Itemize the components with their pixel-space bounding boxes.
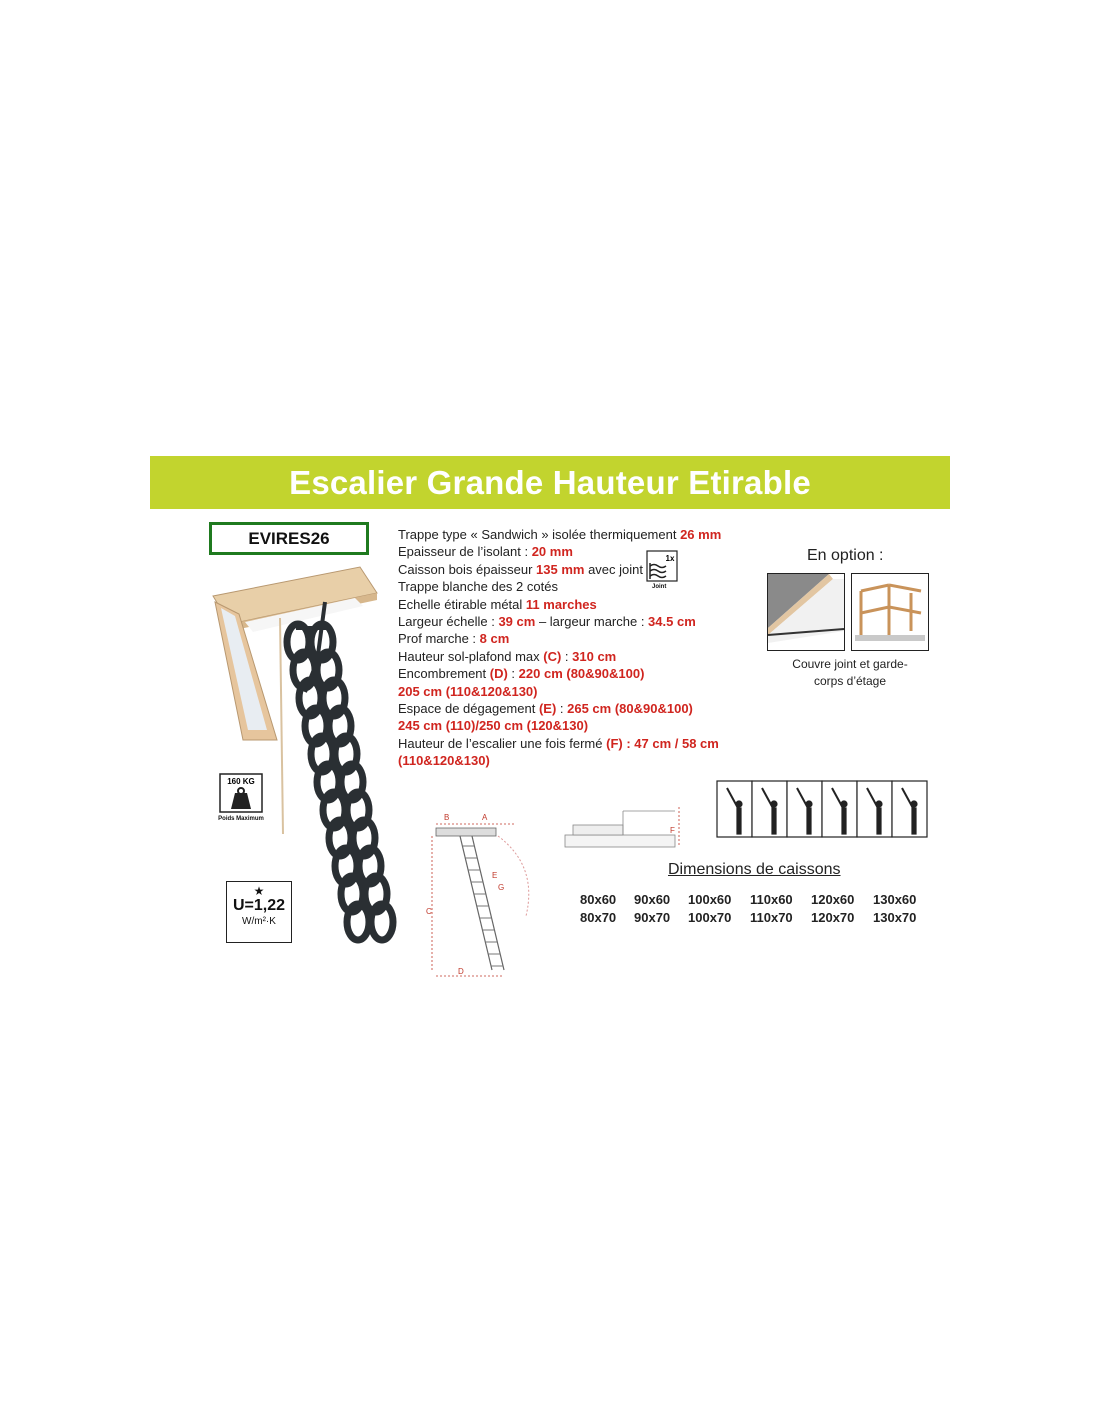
- title-banner: [150, 456, 950, 509]
- spec-text: avec joint: [584, 561, 643, 577]
- spec-line: [398, 613, 766, 630]
- label-g: G: [498, 883, 505, 892]
- dimension-cell: 110x70: [750, 910, 793, 925]
- scissor-ladder: [287, 624, 393, 940]
- weight-value: 160 KG: [227, 777, 255, 786]
- spec-line: [398, 561, 766, 578]
- spec-value: 20 mm: [531, 544, 573, 560]
- option-title: En option :: [807, 547, 884, 564]
- spec-list: [398, 526, 766, 770]
- spec-line: [398, 648, 766, 665]
- person-body: [877, 808, 881, 834]
- option-caption: Couvre joint et garde-corps d’étage: [792, 657, 908, 688]
- spec-text: Hauteur sol-plafond max: [398, 648, 544, 664]
- person-body: [737, 808, 741, 834]
- spec-text: Prof marche :: [398, 631, 480, 647]
- usage-pictograms: [716, 780, 928, 838]
- label-a: A: [482, 813, 488, 822]
- spec-line: [398, 526, 766, 543]
- spec-text: :: [507, 666, 519, 682]
- guardrail-image: [851, 573, 929, 651]
- spec-line: [398, 578, 766, 595]
- label-e: E: [492, 871, 498, 880]
- spec-text: Echelle étirable métal: [398, 596, 526, 612]
- spec-text: :: [561, 648, 573, 664]
- spec-text: :: [556, 701, 568, 717]
- dimension-cell: 90x70: [634, 910, 671, 925]
- dimension-cell: 130x60: [873, 892, 917, 907]
- label-c: C: [426, 907, 432, 916]
- dimension-cell: 80x60: [580, 892, 617, 907]
- dimension-cell: 80x70: [580, 910, 617, 925]
- spec-line: [398, 752, 766, 769]
- person-body: [842, 808, 846, 834]
- spec-line: [398, 665, 766, 682]
- spec-value: 34.5 cm: [648, 614, 696, 630]
- person-body: [772, 808, 776, 834]
- dimension-cell: 100x60: [688, 892, 732, 907]
- joint-label: Joint: [652, 584, 667, 590]
- spec-value: 245 cm (110)/250 cm (120&130): [398, 718, 589, 734]
- dimension-cell: 130x70: [873, 910, 917, 925]
- spec-value: 205 cm (110&120&130): [398, 683, 538, 699]
- joint-icon: [646, 550, 678, 582]
- spec-text: Trappe blanche des 2 cotés: [398, 579, 558, 595]
- label-d: D: [458, 967, 464, 976]
- spec-value: 135 mm: [536, 561, 585, 577]
- person-body: [912, 808, 916, 834]
- page-title: Escalier Grande Hauteur Etirable: [289, 463, 811, 501]
- spec-line: [398, 630, 766, 647]
- spec-text: Largeur échelle :: [398, 614, 499, 630]
- dimension-cell: 100x70: [688, 910, 732, 925]
- dimension-diagram: [426, 810, 546, 980]
- u-value-unit: W/m²·K: [242, 916, 276, 927]
- person-body: [807, 808, 811, 834]
- label-b: B: [444, 813, 450, 822]
- spec-text: Epaisseur de l’isolant :: [398, 544, 532, 560]
- picto-frame: [822, 781, 857, 837]
- picto-frame: [717, 781, 752, 837]
- dimension-cell: 120x70: [811, 910, 855, 925]
- model-code: EVIRES26: [248, 528, 330, 548]
- spec-value: 8 cm: [479, 631, 510, 647]
- spec-value: 26 mm: [680, 527, 722, 542]
- star-icon: ★: [253, 884, 265, 898]
- spec-value: 39 cm: [498, 614, 536, 630]
- u-value: U=1,22: [232, 897, 286, 914]
- joint-cover-image: [767, 573, 845, 651]
- model-code-box: [209, 522, 369, 555]
- dimensions-row: [580, 892, 930, 910]
- picto-frame: [787, 781, 822, 837]
- picto-frame: [857, 781, 892, 837]
- spec-value: (F) : 47 cm / 58 cm: [606, 735, 719, 751]
- dimension-cell: 120x60: [811, 892, 855, 907]
- label-f: F: [670, 826, 675, 835]
- spec-value: (D): [489, 666, 508, 682]
- spec-line: [398, 717, 766, 734]
- picto-frame: [892, 781, 927, 837]
- spec-value: (E): [538, 701, 557, 717]
- spec-text: Espace de dégagement: [398, 701, 539, 717]
- spec-value: (C): [543, 648, 562, 664]
- spec-text: Caisson bois épaisseur: [398, 561, 537, 577]
- spec-text: Encombrement: [398, 666, 490, 682]
- spec-line: [398, 700, 766, 717]
- dimension-cell: 90x60: [634, 892, 671, 907]
- spec-value: 11 marches: [525, 596, 597, 612]
- dimensions-title: Dimensions de caissons: [668, 861, 841, 878]
- u-value-box: [226, 881, 292, 943]
- spec-text: Hauteur de l’escalier une fois fermé: [398, 735, 607, 751]
- dimensions-table: [580, 892, 930, 928]
- spec-line: [398, 735, 766, 752]
- spec-value: (110&120&130): [398, 753, 490, 769]
- spec-value: 310 cm: [572, 648, 617, 664]
- weight-icon: [219, 773, 263, 813]
- spec-text: – largeur marche :: [535, 614, 649, 630]
- spec-line: [398, 543, 766, 560]
- spec-line: [398, 683, 766, 700]
- spec-value: 265 cm (80&90&100): [567, 701, 693, 717]
- spec-line: [398, 596, 766, 613]
- picto-frame: [752, 781, 787, 837]
- dimensions-row: [580, 910, 930, 928]
- dimension-cell: 110x60: [750, 892, 793, 907]
- weight-caption: Poids Maximum: [218, 816, 264, 822]
- joint-count: 1x: [665, 554, 675, 563]
- spec-text: Trappe type « Sandwich » isolée thermiquement: [398, 527, 681, 542]
- spec-value: 220 cm (80&90&100): [518, 666, 645, 682]
- closed-height-diagram: [563, 805, 683, 860]
